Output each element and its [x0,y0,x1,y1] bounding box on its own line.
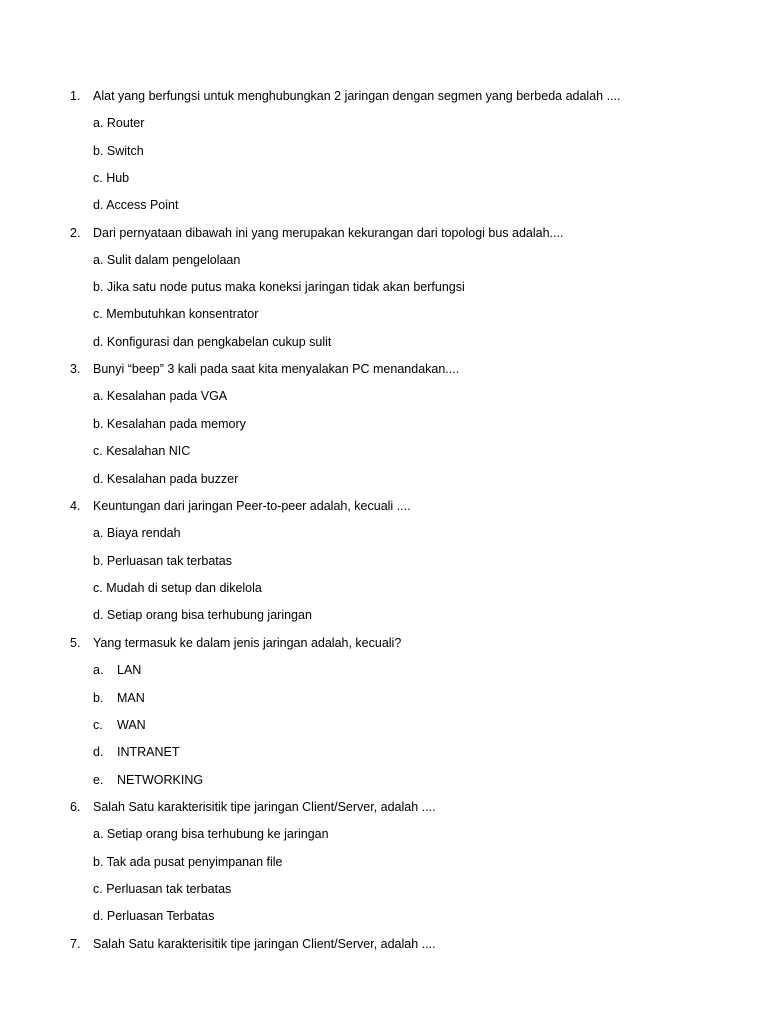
question-1-option-a: a. Router [93,116,145,130]
question-2-number: 2. [70,226,81,240]
question-7-text: Salah Satu karakterisitik tipe jaringan Client/Server, adalah .... [93,937,436,951]
question-3-text: Bunyi “beep” 3 kali pada saat kita menyalakan PC menandakan.... [93,362,460,376]
question-3-option-b: b. Kesalahan pada memory [93,417,246,431]
question-6-option-b: b. Tak ada pusat penyimpanan file [93,855,283,869]
question-3-option-c: c. Kesalahan NIC [93,444,191,458]
question-6-text: Salah Satu karakterisitik tipe jaringan Client/Server, adalah .... [93,800,436,814]
question-6-number: 6. [70,800,81,814]
question-1-option-b: b. Switch [93,144,144,158]
question-5-option-b-letter: b. [93,691,104,705]
question-4-option-c: c. Mudah di setup dan dikelola [93,581,262,595]
question-1-option-d: d. Access Point [93,198,179,212]
question-3-option-d: d. Kesalahan pada buzzer [93,472,239,486]
question-2-option-a: a. Sulit dalam pengelolaan [93,253,241,267]
question-1-number: 1. [70,89,81,103]
question-1-text: Alat yang berfungsi untuk menghubungkan 2 jaringan dengan segmen yang berbeda adalah .... [93,89,621,103]
question-5-option-e-letter: e. [93,773,104,787]
question-5-option-e-text: NETWORKING [117,773,204,787]
question-3-number: 3. [70,362,81,376]
question-2-option-c: c. Membutuhkan konsentrator [93,307,259,321]
question-6-option-d: d. Perluasan Terbatas [93,909,215,923]
question-5-option-b-text: MAN [117,691,145,705]
question-5-option-d-text: INTRANET [117,745,180,759]
question-6-option-c: c. Perluasan tak terbatas [93,882,232,896]
question-5-option-c-text: WAN [117,718,146,732]
question-1-option-c: c. Hub [93,171,130,185]
question-2-option-b: b. Jika satu node putus maka koneksi jaringan tidak akan berfungsi [93,280,465,294]
question-2-option-d: d. Konfigurasi dan pengkabelan cukup sulit [93,335,332,349]
question-4-option-a: a. Biaya rendah [93,526,181,540]
question-2-text: Dari pernyataan dibawah ini yang merupakan kekurangan dari topologi bus adalah.... [93,226,564,240]
question-4-text: Keuntungan dari jaringan Peer-to-peer adalah, kecuali .... [93,499,411,513]
question-5-option-a-letter: a. [93,663,104,677]
question-6-option-a: a. Setiap orang bisa terhubung ke jaringan [93,827,329,841]
question-7-number: 7. [70,937,81,951]
question-5-text: Yang termasuk ke dalam jenis jaringan adalah, kecuali? [93,636,402,650]
question-4-option-d: d. Setiap orang bisa terhubung jaringan [93,608,312,622]
question-5-option-a-text: LAN [117,663,142,677]
question-5-number: 5. [70,636,81,650]
question-5-option-c-letter: c. [93,718,103,732]
question-5-option-d-letter: d. [93,745,104,759]
question-4-option-b: b. Perluasan tak terbatas [93,554,232,568]
question-3-option-a: a. Kesalahan pada VGA [93,389,228,403]
question-4-number: 4. [70,499,81,513]
